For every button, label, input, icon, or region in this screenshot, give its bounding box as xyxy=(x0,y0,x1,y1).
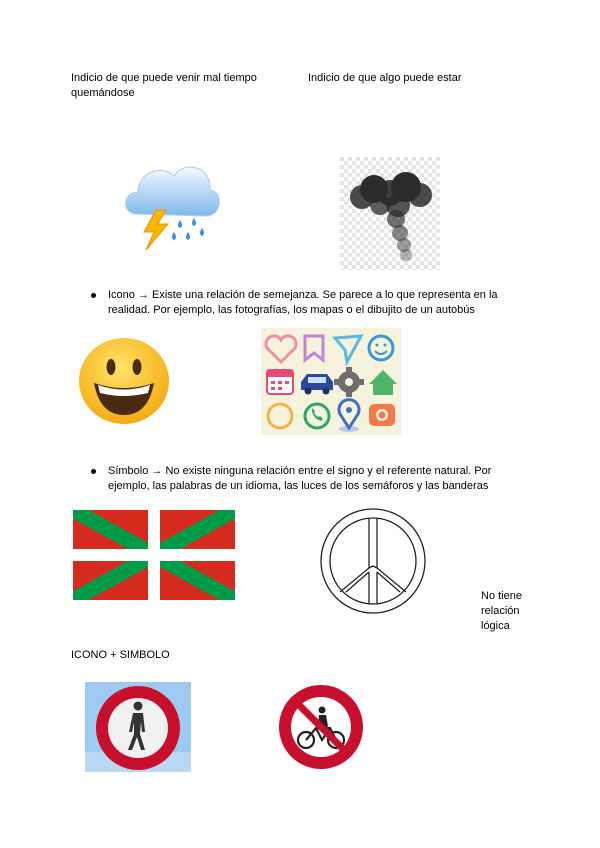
simbolo-line2: ejemplo, las palabras de un idioma, las luces de los semáforos y las banderas xyxy=(108,480,489,492)
smiley-image xyxy=(78,337,170,425)
combo-heading: ICONO + SIMBOLO xyxy=(71,649,170,661)
icons-collage xyxy=(261,328,401,435)
smoke-image xyxy=(340,157,440,270)
icono-line1: Icono → Existe una relación de semejanza. Se parece a lo que representa en la xyxy=(108,289,498,301)
icono-bullet-item xyxy=(108,288,498,318)
smiley-face-icon xyxy=(78,337,170,425)
bullet-icon xyxy=(91,469,96,474)
smoke-caption: Indicio de que algo puede estar xyxy=(308,72,462,84)
icons-grid-image xyxy=(261,328,401,435)
storm-cloud-image xyxy=(118,152,223,252)
simbolo-line1: Símbolo → No existe ninguna relación entre el signo y el referente natural. Por xyxy=(108,465,492,477)
icono-line2: realidad. Por ejemplo, las fotografías, los mapas o el dibujito de un autobús xyxy=(108,304,475,316)
smoke-icon xyxy=(340,157,440,270)
peace-sign-icon xyxy=(318,506,428,616)
no-relation-line1: No tiene xyxy=(481,590,522,602)
bicycle-prohibition-icon xyxy=(276,682,366,772)
no-relation-note xyxy=(481,589,522,634)
icono-definition xyxy=(108,288,498,318)
camera-icon xyxy=(369,404,395,426)
simbolo-bullet-item xyxy=(108,464,491,494)
weather-caption-line2: quemándose xyxy=(71,87,135,99)
no-relation-line3: lógica xyxy=(481,620,510,632)
weather-caption xyxy=(71,71,257,101)
no-relation-line2: relación xyxy=(481,605,520,617)
simbolo-definition xyxy=(108,464,491,494)
pedestrian-prohibition-icon xyxy=(85,682,191,772)
no-bicycle-sign-image xyxy=(276,682,366,772)
calendar-icon xyxy=(267,370,293,394)
bullet-icon xyxy=(91,293,96,298)
no-pedestrian-sign-image xyxy=(85,682,191,772)
peace-symbol-image xyxy=(318,506,428,616)
ikurrina-flag-icon xyxy=(73,510,235,600)
storm-cloud-icon xyxy=(118,152,223,252)
weather-caption-line1: Indicio de que puede venir mal tiempo xyxy=(71,72,257,84)
basque-flag-image xyxy=(73,510,235,600)
